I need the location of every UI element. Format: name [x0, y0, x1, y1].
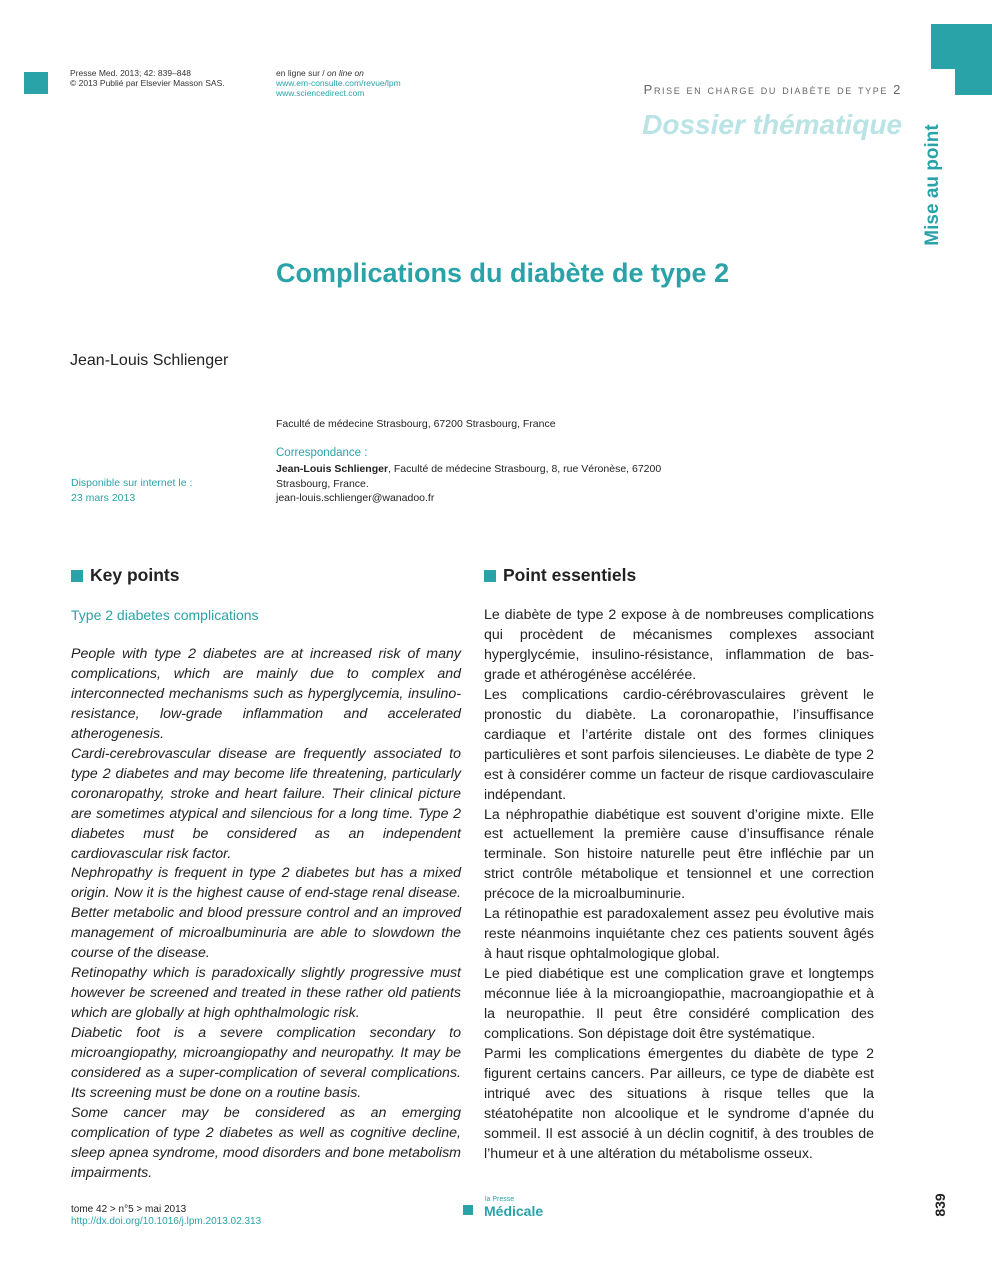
points-essentiels-paragraph: La rétinopathie est paradoxalement assez peu évolutive mais reste néanmoins inquiétante chez ces patients souvent âgés à haut risque ophtalmologique global.: [484, 906, 874, 963]
online-availability: [276, 68, 401, 98]
journal-citation: [70, 68, 225, 88]
key-points-heading: [71, 565, 179, 586]
dossier-thematique-label: Dossier thématique: [642, 109, 902, 140]
journal-logo-square-icon: [463, 1205, 473, 1215]
availability-info: [71, 476, 192, 506]
doi-link[interactable]: http://dx.doi.org/10.1016/j.lpm.2013.02.313: [71, 1215, 262, 1227]
key-points-paragraph: Retinopathy which is paradoxically slightly progressive must however be screened and treated in these rather old patients which are globally at high ophthalmologic risk.: [71, 965, 461, 1022]
journal-logo-text: Médicale: [484, 1203, 544, 1219]
heading-square-icon: [484, 570, 496, 582]
header-square-marker: [24, 72, 48, 94]
issue-line: tome 42 > n°5 > mai 2013: [71, 1204, 187, 1215]
side-section-label: [910, 116, 956, 254]
section-tab-block-lower: [955, 69, 992, 95]
key-points-heading-text: Key points: [90, 565, 180, 585]
em-consulte-link[interactable]: www.em-consulte.com/revue/lpm: [276, 78, 401, 88]
points-essentiels-paragraph: La néphropathie diabétique est souvent d’origine mixte. Elle est actuellement la première cause d’insuffisance rénale terminale. Son histoire naturelle peut être infléchie par un strict contrôle métabolique et tensionnel et une correction précoce de la microalbuminurie.: [484, 806, 874, 903]
points-essentiels-body: [484, 606, 874, 1165]
correspondance-name: Jean-Louis Schlienger: [276, 463, 389, 475]
points-essentiels-heading: [484, 565, 636, 586]
article-title: Complications du diabète de type 2: [276, 258, 730, 288]
points-essentiels-heading-text: Point essentiels: [503, 565, 637, 585]
correspondance-address: , Faculté de médecine Strasbourg, 8, rue Véronèse, 67200 Strasbourg, France.: [276, 463, 662, 490]
key-points-paragraph: Nephropathy is frequent in type 2 diabetes but has a mixed origin. Now it is the highest cause of end-stage renal disease. Better metabolic and blood pressure control and an improved management of microalbuminuria are able to slowdown the course of the disease.: [71, 865, 461, 962]
sciencedirect-link[interactable]: www.sciencedirect.com: [276, 88, 365, 98]
key-points-paragraph: People with type 2 diabetes are at increased risk of many complications, which are mainly due to complex and interconnected mechanisms such as hyperglycemia, insulino-resistance, low-grade inflammation and accelerated atherogenesis.: [71, 646, 461, 742]
points-essentiels-paragraph: Les complications cardio-cérébrovasculaires grèvent le pronostic du diabète. La coronaropathie, l’insuffisance cardiaque et l’artérite distale ont des formes cliniques particulières et sont parfois silencieuses. Le diabète de type 2 est à considérer comme un facteur de risque cardiovasculaire indépendant.: [484, 686, 874, 803]
author-affiliation: Faculté de médecine Strasbourg, 67200 Strasbourg, France: [276, 418, 556, 430]
journal-logo-small-text: la Presse: [485, 1196, 515, 1203]
availability-label: Disponible sur internet le :: [71, 477, 193, 489]
key-points-body: [71, 645, 461, 1184]
key-points-paragraph: Cardi-cerebrovascular disease are frequently associated to type 2 diabetes and may become life threatening, particularly coronaropathy, stroke and heart failure. Their clinical picture are sometimes atypical and silencious for a long time. Type 2 diabetes must be considered as an independent cardiovascular risk factor.: [71, 745, 461, 862]
running-head: Prise en charge du diabète de type 2: [643, 82, 902, 97]
footer-issue-info: [71, 1204, 261, 1227]
correspondance-label: Correspondance :: [276, 447, 368, 459]
availability-date: 23 mars 2013: [71, 492, 136, 504]
key-points-subheading: Type 2 diabetes complications: [71, 607, 259, 623]
section-tab-block: [931, 24, 992, 69]
page-number: [925, 1190, 955, 1220]
online-label-en: on line on: [327, 68, 364, 78]
points-essentiels-paragraph: Le pied diabétique est une complication grave et longtemps méconnue liée à la microangiopathie, macroangiopathie et à la neuropathie. Il peut être considéré complication des complications. Son dépistage doit être systématique.: [484, 966, 874, 1043]
correspondance-email[interactable]: jean-louis.schlienger@wanadoo.fr: [276, 492, 435, 504]
author-name: Jean-Louis Schlienger: [70, 352, 229, 369]
page-number-text: 839: [932, 1193, 948, 1217]
journal-citation-line: Presse Med. 2013; 42: 839–848: [70, 68, 191, 78]
points-essentiels-paragraph: Le diabète de type 2 expose à de nombreuses complications qui procèdent de mécanismes complexes associant hyperglycémie, insulino-résistance, inflammation de bas-grade et athérogénèse accélérée.: [484, 607, 874, 683]
points-essentiels-paragraph: Parmi les complications émergentes du diabète de type 2 figurent certains cancers. Par ailleurs, ce type de diabète est intriqué avec des situations à risque telles que la stéatohépatite non alcoolique et le syndrome d’apnée du sommeil. Il est associé à un déclin cognitif, à des troubles de l’humeur et à une altération du métabolisme osseux.: [484, 1045, 874, 1162]
key-points-paragraph: Diabetic foot is a severe complication secondary to microangiopathy, microangiopathy and neuropathy. It may be considered as a super-complication of several complications. Its screening must be done on a routine basis.: [71, 1025, 461, 1101]
online-label: en ligne sur /: [276, 68, 328, 78]
side-section-label-text: Mise au point: [922, 124, 943, 246]
heading-square-icon: [71, 570, 83, 582]
key-points-paragraph: Some cancer may be considered as an emerging complication of type 2 diabetes as well as cognitive decline, sleep apnea syndrome, mood disorders and bone metabolism impairments.: [71, 1104, 461, 1181]
copyright-line: © 2013 Publié par Elsevier Masson SAS.: [70, 78, 225, 88]
correspondance-details: [276, 462, 696, 506]
